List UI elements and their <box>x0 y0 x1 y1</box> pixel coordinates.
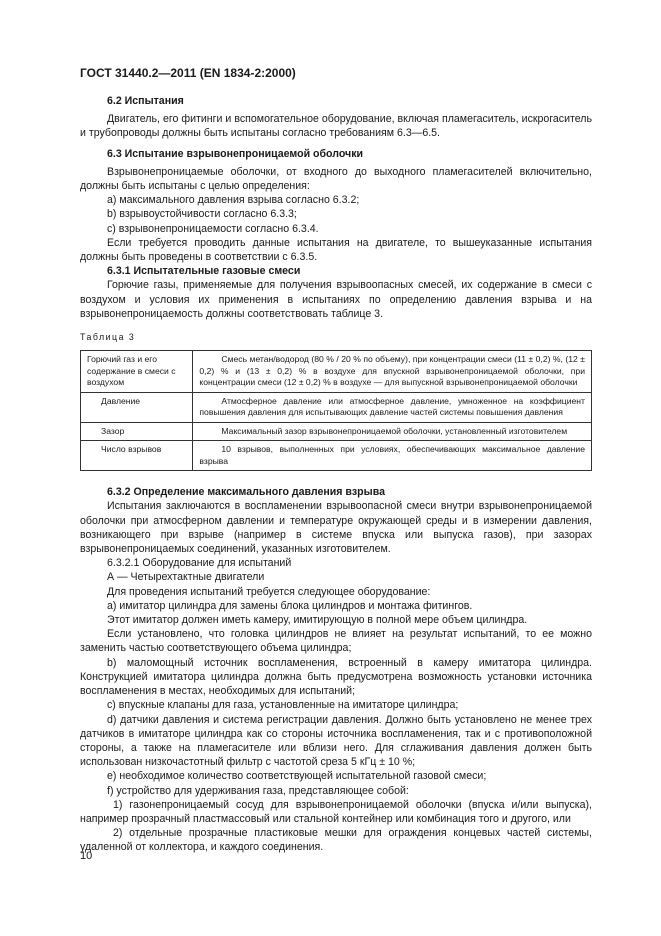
list-item: 2) отдельные прозрачные пластиковые мешки для ограждения концевых частей системы, удаленной от коллектора, и каждого соединения. <box>80 827 592 854</box>
table-cell-label-text: Давление <box>101 395 141 406</box>
table-cell-value: Смесь метан/водород (80 % / 20 % по объему), при концентрации смеси (11 ± 0,2) %, (12 ± 0,2) % и (13 ± 0,2) % в воздухе для впускной взрывонепроницаемой оболочки, при концентрации смеси (12 ± 0,2) % в воздухе — для выпускной взрывонепроницаемой оболочки <box>193 351 592 393</box>
table-row <box>81 351 592 393</box>
list-item: e) необходимое количество соответствующей испытательной газовой смеси; <box>107 770 487 783</box>
page-number: 10 <box>80 850 93 862</box>
table-cell-label <box>81 441 193 471</box>
table-cell-label-text: Число взрывов <box>101 444 162 455</box>
list-item: 1) газонепроницаемый сосуд для взрывонепроницаемой оболочки (впуска и/или выпуска), например прозрачный пластмассовый или стальной контейнер или комбинация того и другого, или <box>80 798 592 825</box>
paragraph: Этот имитатор должен иметь камеру, имитирующую в полной мере объем цилиндра. <box>107 614 528 627</box>
paragraph: Горючие газы, применяемые для получения взрывоопасных смесей, их содержание в смеси с воздухом и условия их применения в испытаниях по определению давления взрыва и на взрывонепроницаемость должны соответствовать таблице 3. <box>80 279 592 320</box>
list-item: d) датчики давления и система регистрации давления. Должно быть установлено не менее трех датчиков в имитаторе цилиндра как со стороны источника воспламенения, так и с противоположной стороны, а также на пламегасителе или вблизи него. Для сглаживания давления должен быть использован низкочастотный фильтр с частотой среза 5 кГц ± 10 %; <box>80 713 592 769</box>
table-cell-value: Максимальный зазор взрывонепроницаемой оболочки, установленный изготовителем <box>193 422 592 441</box>
table-caption: Таблица 3 <box>80 332 136 343</box>
table-row <box>81 392 592 422</box>
table-3 <box>80 350 592 471</box>
paragraph: А — Четырехтактные двигатели <box>107 571 265 584</box>
section-heading-6-3-1: 6.3.1 Испытательные газовые смеси <box>107 265 301 278</box>
table-cell-label-text: Зазор <box>101 425 125 436</box>
paragraph: Если требуется проводить данные испытания на двигателе, то вышеуказанные испытания должны быть проведены в соответствии с 6.3.5. <box>80 236 592 264</box>
paragraph: Если установлено, что головка цилиндров не влияет на результат испытаний, то ее можно заменить частью соответствующего объема цилиндра; <box>80 628 592 655</box>
list-item: f) устройство для удерживания газа, представляющее собой: <box>107 784 409 797</box>
document-body <box>80 88 592 855</box>
list-item: a) имитатор цилиндра для замены блока цилиндров и монтажа фитингов. <box>107 599 473 612</box>
list-item: b) взрывоустойчивости согласно 6.3.3; <box>107 208 297 221</box>
paragraph: Испытания заключаются в воспламенении взрывоопасной смеси внутри взрывонепроницаемой оболочки при атмосферном давлении и температуре окружающей среды и в измерении давления, возникающего при взрыве (например в системе впуска или выпуска газов), при зазорах взрывонепроницаемых соединений, указанных изготовителем. <box>80 500 592 556</box>
paragraph: Взрывонепроницаемые оболочки, от входного до выходного пламегасителей включительно, должны быть испытаны с целью определения: <box>80 165 592 193</box>
list-item: c) впускные клапаны для газа, установленные на имитаторе цилиндра; <box>107 699 459 712</box>
list-item: c) взрывонепроницаемости согласно 6.3.4. <box>107 222 319 235</box>
section-heading-6-3: 6.3 Испытание взрывонепроницаемой оболочки <box>107 147 364 160</box>
table-cell-value: 10 взрывов, выполненных при условиях, обеспечивающих максимальное давление взрыва <box>193 441 592 471</box>
table-cell-label: Горючий газ и его содержание в смеси с воздухом <box>81 351 193 393</box>
paragraph: Для проведения испытаний требуется следующее оборудование: <box>107 585 431 598</box>
list-item: a) максимального давления взрыва согласно 6.3.2; <box>107 194 360 207</box>
list-item: b) маломощный источник воспламенения, встроенный в камеру имитатора цилиндра. Конструкцией имитатора цилиндра должна быть предусмотрена возможность установки источника воспламенения в местах, необходимых для испытаний; <box>80 656 592 698</box>
paragraph: Двигатель, его фитинги и вспомогательное оборудование, включая пламегаситель, искрогаситель и трубопроводы должны быть испытаны согласно требованиям 6.3—6.5. <box>80 113 592 140</box>
subsection-heading: 6.3.2.1 Оборудование для испытаний <box>107 557 292 570</box>
table-row <box>81 441 592 471</box>
table-cell-value: Атмосферное давление или атмосферное давление, умноженное на коэффициент повышения давления для испытывающих давление частей системы повышения давления <box>193 392 592 422</box>
table-cell-label <box>81 392 193 422</box>
table-cell-label <box>81 422 193 441</box>
section-heading-6-2: 6.2 Испытания <box>107 95 184 107</box>
document-header: ГОСТ 31440.2—2011 (EN 1834-2:2000) <box>80 66 296 80</box>
table-row <box>81 422 592 441</box>
section-heading-6-3-2: 6.3.2 Определение максимального давления взрыва <box>107 486 385 499</box>
